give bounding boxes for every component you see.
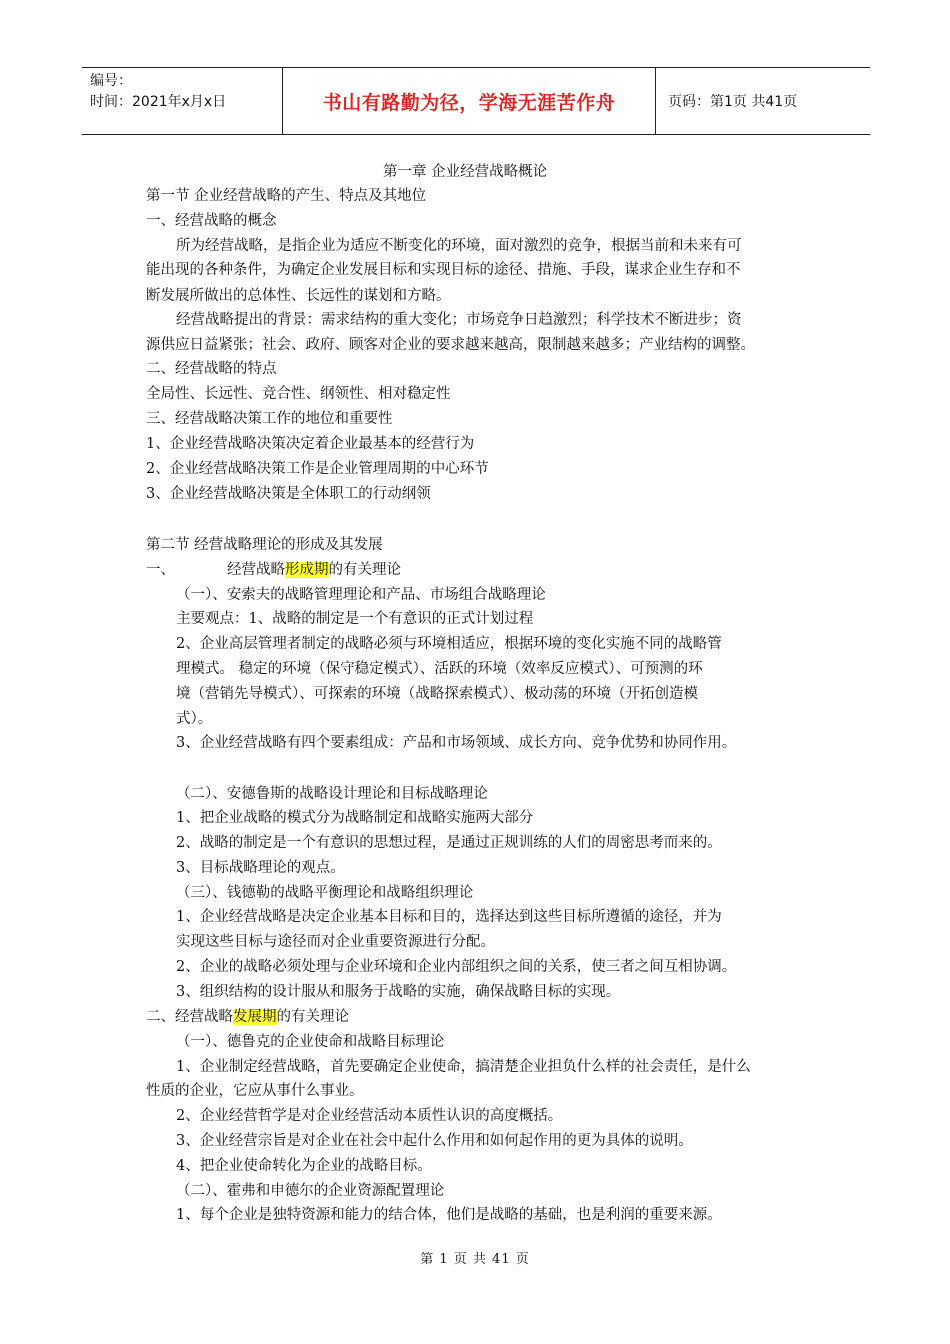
- subsection-heading: [146, 560, 401, 580]
- header-motto: 书山有路勤为径，学海无涯苦作舟: [282, 68, 656, 134]
- paragraph-line: 2、战略的制定是一个有意识的思想过程，是通过正规训练的人们的周密思考而来的。: [176, 835, 722, 851]
- paragraph-line: 2、企业高层管理者制定的战略必须与环境相适应，根据环境的变化实施不同的战略管: [176, 636, 722, 652]
- heading-text-end: 的有关理论: [276, 1009, 349, 1025]
- paragraph-line: （一）、安索夫的战略管理理论和产品、市场组合战略理论: [176, 587, 546, 603]
- subsection-heading: [146, 1007, 349, 1027]
- paragraph-line: 3、组织结构的设计服从和服务于战略的实施，确保战略目标的实现。: [176, 984, 621, 1000]
- paragraph-line: 式）。: [176, 711, 213, 727]
- list-item: 2、企业经营战略决策工作是企业管理周期的中心环节: [146, 461, 489, 477]
- section-title: 第二节 经营战略理论的形成及其发展: [146, 537, 383, 553]
- paragraph-line: 3、企业经营战略有四个要素组成：产品和市场领域、成长方向、竞争优势和协同作用。: [176, 735, 737, 751]
- paragraph-line: 全局性、长远性、竞合性、纲领性、相对稳定性: [146, 386, 451, 402]
- heading-number: 一、: [146, 562, 175, 578]
- highlighted-text: 发展期: [233, 1009, 277, 1025]
- subsection-heading: 一、经营战略的概念: [146, 213, 277, 229]
- paragraph-line: 1、每个企业是独特资源和能力的结合体，他们是战略的基础，也是利润的重要来源。: [176, 1207, 722, 1223]
- paragraph-line: （二）、安德鲁斯的战略设计理论和目标战略理论: [176, 786, 488, 802]
- heading-text-end: 的有关理论: [328, 562, 401, 578]
- header-meta: [82, 68, 282, 134]
- paragraph-line: 4、把企业使命转化为企业的战略目标。: [176, 1158, 432, 1174]
- subsection-heading: 二、经营战略的特点: [146, 361, 277, 377]
- paragraph-line: 实现这些目标与途径而对企业重要资源进行分配。: [176, 934, 495, 950]
- paragraph-line: 2、企业的战略必须处理与企业环境和企业内部组织之间的关系，使三者之间互相协调。: [176, 959, 737, 975]
- paragraph-line: 3、目标战略理论的观点。: [176, 860, 345, 876]
- paragraph-line: （三）、钱德勒的战略平衡理论和战略组织理论: [176, 885, 474, 901]
- page-header: [82, 67, 870, 135]
- chapter-title: 第一章 企业经营战略概论: [383, 164, 548, 180]
- paragraph-line: 经营战略提出的背景：需求结构的重大变化；市场竞争日趋激烈；科学技术不断进步；资: [176, 312, 742, 328]
- paragraph-line: 性质的企业，它应从事什么事业。: [146, 1083, 364, 1099]
- paragraph-line: 1、把企业战略的模式分为战略制定和战略实施两大部分: [176, 810, 534, 826]
- paragraph-line: 源供应日益紧张；社会、政府、顾客对企业的要求越来越高，限制越来越多；产业结构的调整。: [146, 337, 755, 353]
- heading-text: 经营战略: [227, 562, 285, 578]
- paragraph-line: 理模式。 稳定的环境（保守稳定模式）、活跃的环境（效率反应模式）、可预测的环: [176, 661, 703, 677]
- paragraph-line: 所为经营战略，是指企业为适应不断变化的环境，面对激烈的竞争，根据当前和未来有可: [176, 238, 742, 254]
- paragraph-line: 境（营销先导模式）、可探索的环境（战略探索模式）、极动荡的环境（开拓创造模: [176, 686, 698, 702]
- list-item: 3、企业经营战略决策是全体职工的行动纲领: [146, 486, 431, 502]
- paragraph-line: 1、企业制定经营战略，首先要确定企业使命，搞清楚企业担负什么样的社会责任，是什么: [176, 1059, 751, 1075]
- header-page-info: 页码：第1页 共41页: [668, 94, 798, 110]
- section-title: 第一节 企业经营战略的产生、特点及其地位: [146, 188, 427, 204]
- document-number-label: 编号：: [90, 73, 132, 89]
- paragraph-line: 2、企业经营哲学是对企业经营活动本质性认识的高度概括。: [176, 1108, 563, 1124]
- paragraph-line: （二）、霍弗和申德尔的企业资源配置理论: [176, 1183, 445, 1199]
- document-time-label: 时间：2021年x月x日: [90, 94, 227, 110]
- paragraph-line: 主要观点：1、战略的制定是一个有意识的正式计划过程: [176, 611, 534, 627]
- highlighted-text: 形成期: [285, 562, 329, 578]
- paragraph-line: 能出现的各种条件，为确定企业发展目标和实现目标的途径、措施、手段，谋求企业生存和不: [146, 262, 741, 278]
- paragraph-line: （一）、德鲁克的企业使命和战略目标理论: [176, 1034, 445, 1050]
- page-footer: 第 1 页 共 41 页: [420, 1252, 530, 1267]
- paragraph-line: 断发展所做出的总体性、长远性的谋划和方略。: [146, 288, 451, 304]
- heading-text: 二、经营战略: [146, 1009, 233, 1025]
- subsection-heading: 三、经营战略决策工作的地位和重要性: [146, 411, 393, 427]
- paragraph-line: 3、企业经营宗旨是对企业在社会中起什么作用和如何起作用的更为具体的说明。: [176, 1133, 693, 1149]
- list-item: 1、企业经营战略决策决定着企业最基本的经营行为: [146, 436, 475, 452]
- paragraph-line: 1、企业经营战略是决定企业基本目标和目的，选择达到这些目标所遵循的途径，并为: [176, 909, 722, 925]
